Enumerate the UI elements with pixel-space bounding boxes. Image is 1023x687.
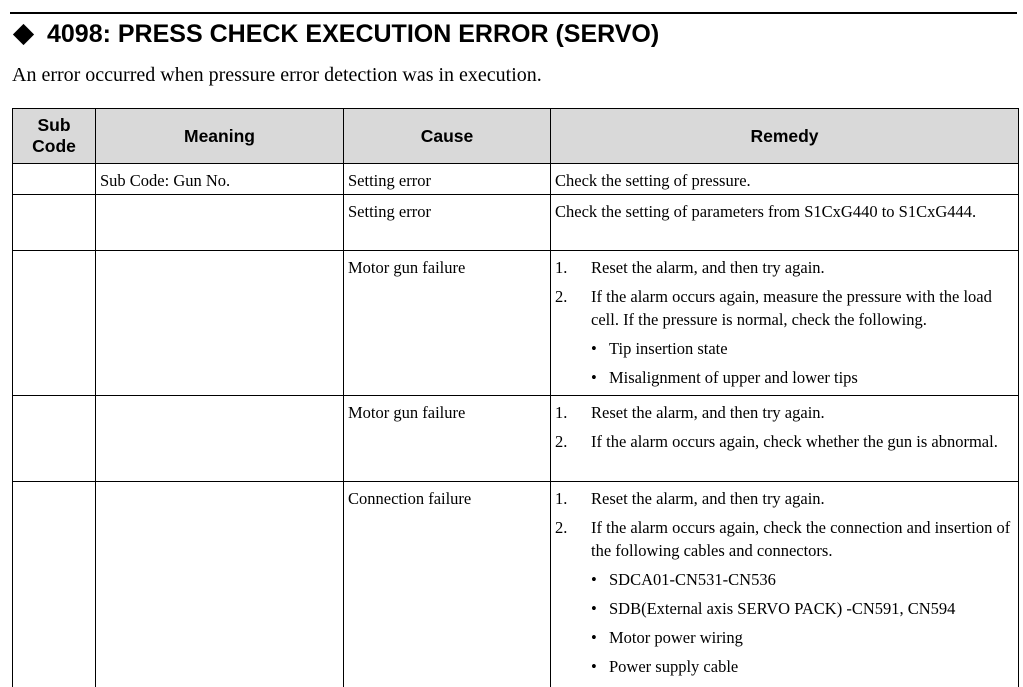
cell-cause: Setting error xyxy=(344,164,551,195)
bullet-text: Motor power wiring xyxy=(609,626,743,649)
header-sub-code: Sub Code xyxy=(13,109,96,164)
remedy-step xyxy=(555,256,1014,279)
cell-sub-code xyxy=(13,251,96,396)
remedy-bullet xyxy=(591,626,1014,649)
cell-remedy xyxy=(551,482,1019,687)
bullet-text: SDB(External axis SERVO PACK) -CN591, CN594 xyxy=(609,597,955,620)
bullet-dot-icon: • xyxy=(591,337,609,360)
section-heading xyxy=(12,20,659,49)
bullet-text: Tip insertion state xyxy=(609,337,728,360)
remedy-bullet xyxy=(591,655,1014,678)
cell-meaning xyxy=(96,482,344,687)
bullet-dot-icon: • xyxy=(591,568,609,591)
table-row xyxy=(13,195,1019,251)
cell-sub-code xyxy=(13,482,96,687)
bullet-text: Misalignment of upper and lower tips xyxy=(609,366,858,389)
diamond-bullet-icon xyxy=(13,24,34,45)
cell-cause: Setting error xyxy=(344,195,551,251)
heading-text: 4098: PRESS CHECK EXECUTION ERROR (SERVO) xyxy=(47,20,659,49)
table-row xyxy=(13,164,1019,195)
remedy-bullet xyxy=(591,366,1014,389)
bullet-dot-icon: • xyxy=(591,655,609,678)
remedy-step xyxy=(555,401,1014,424)
header-remedy: Remedy xyxy=(551,109,1019,164)
cell-remedy: Check the setting of parameters from S1CxG440 to S1CxG444. xyxy=(551,195,1019,251)
step-number: 2. xyxy=(555,285,591,331)
step-text: If the alarm occurs again, check whether the gun is abnormal. xyxy=(591,430,1014,453)
remedy-bullet xyxy=(591,337,1014,360)
cell-meaning: Sub Code: Gun No. xyxy=(96,164,344,195)
step-text: Reset the alarm, and then try again. xyxy=(591,401,1014,424)
header-meaning: Meaning xyxy=(96,109,344,164)
step-text: Reset the alarm, and then try again. xyxy=(591,487,1014,510)
step-text: If the alarm occurs again, check the connection and insertion of the following cables and connectors. xyxy=(591,516,1014,562)
error-description: An error occurred when pressure error detection was in execution. xyxy=(12,64,542,87)
table-row xyxy=(13,396,1019,482)
bullet-dot-icon: • xyxy=(591,366,609,389)
cell-sub-code xyxy=(13,195,96,251)
cell-remedy xyxy=(551,251,1019,396)
cell-meaning xyxy=(96,396,344,482)
bullet-text: Power supply cable xyxy=(609,655,738,678)
remedy-step xyxy=(555,487,1014,510)
step-number: 1. xyxy=(555,256,591,279)
bullet-dot-icon: • xyxy=(591,597,609,620)
remedy-bullet xyxy=(591,597,1014,620)
step-number: 2. xyxy=(555,516,591,562)
cell-sub-code xyxy=(13,164,96,195)
bullet-text: SDCA01-CN531-CN536 xyxy=(609,568,776,591)
remedy-bullet xyxy=(591,568,1014,591)
header-cause: Cause xyxy=(344,109,551,164)
remedy-step xyxy=(555,516,1014,562)
cell-remedy xyxy=(551,396,1019,482)
cell-remedy: Check the setting of pressure. xyxy=(551,164,1019,195)
step-number: 1. xyxy=(555,487,591,510)
bullet-dot-icon: • xyxy=(591,626,609,649)
step-text: If the alarm occurs again, measure the pressure with the load cell. If the pressure is normal, check the following. xyxy=(591,285,1014,331)
top-rule xyxy=(10,12,1017,14)
step-text: Reset the alarm, and then try again. xyxy=(591,256,1014,279)
cell-cause: Connection failure xyxy=(344,482,551,687)
step-number: 1. xyxy=(555,401,591,424)
remedy-step xyxy=(555,430,1014,453)
cell-meaning xyxy=(96,195,344,251)
cell-meaning xyxy=(96,251,344,396)
table-header-row xyxy=(13,109,1019,164)
step-number: 2. xyxy=(555,430,591,453)
table-row xyxy=(13,251,1019,396)
error-table xyxy=(12,108,1019,687)
cell-sub-code xyxy=(13,396,96,482)
cell-cause: Motor gun failure xyxy=(344,251,551,396)
table-row xyxy=(13,482,1019,687)
remedy-step xyxy=(555,285,1014,331)
cell-cause: Motor gun failure xyxy=(344,396,551,482)
